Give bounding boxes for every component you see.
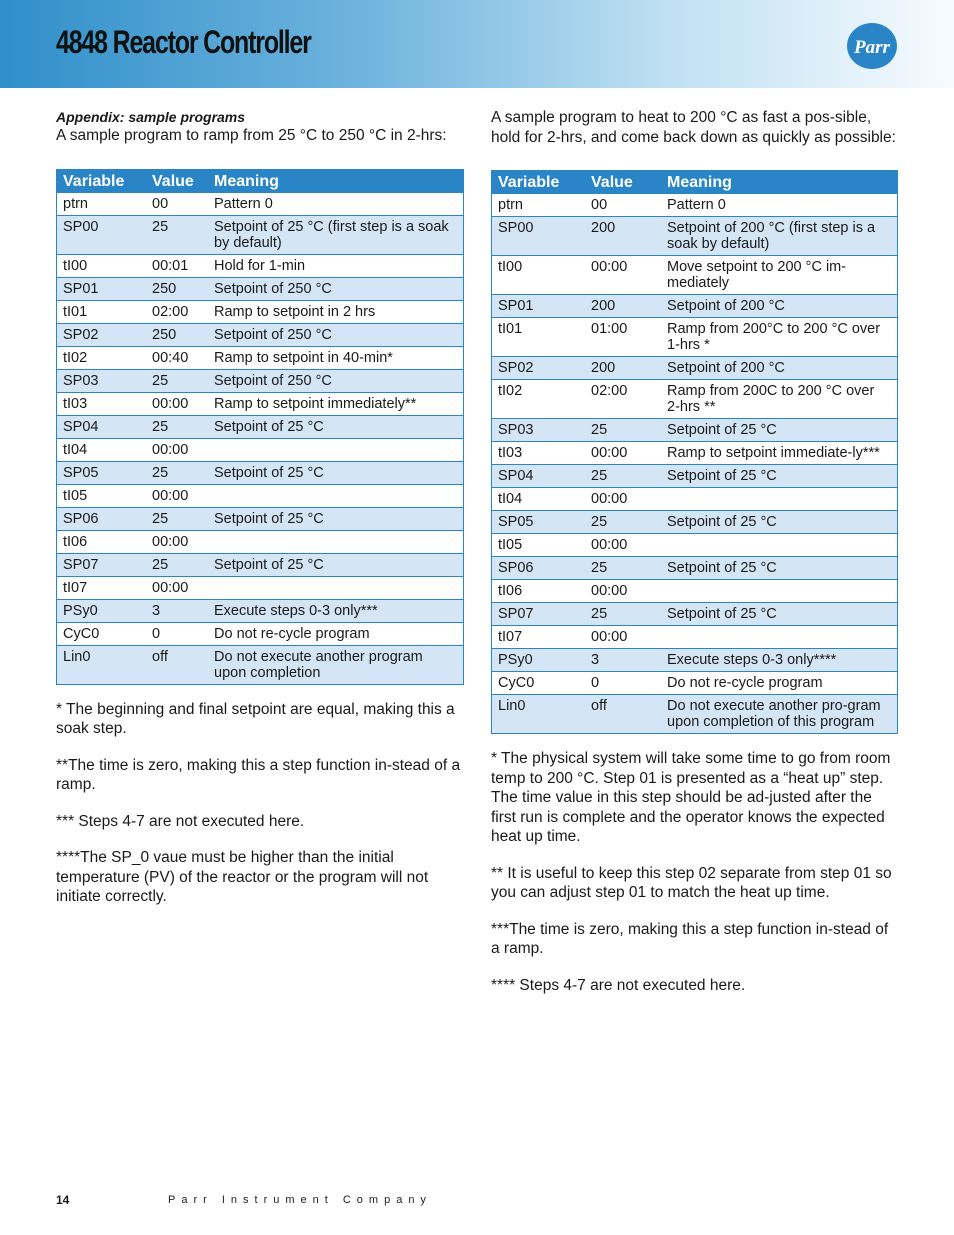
page-title: 4848 Reactor Controller bbox=[56, 24, 311, 60]
footnote: * The beginning and final setpoint are equal, making this a soak step. bbox=[56, 700, 455, 737]
variable-cell: tI01 bbox=[57, 300, 147, 323]
variable-cell: Lin0 bbox=[492, 695, 586, 734]
meaning-cell: Move setpoint to 200 °C im-mediately bbox=[661, 256, 898, 295]
table-row bbox=[492, 357, 898, 380]
meaning-cell: Pattern 0 bbox=[661, 194, 898, 217]
table-row bbox=[492, 419, 898, 442]
table-row bbox=[492, 603, 898, 626]
variable-cell: SP07 bbox=[57, 553, 147, 576]
meaning-cell bbox=[208, 484, 464, 507]
table-row bbox=[57, 530, 464, 553]
variable-cell: PSy0 bbox=[57, 599, 147, 622]
meaning-cell bbox=[208, 438, 464, 461]
value-cell: 0 bbox=[585, 672, 661, 695]
variable-cell: tI04 bbox=[492, 488, 586, 511]
variable-cell: CyC0 bbox=[57, 622, 147, 645]
variable-cell: CyC0 bbox=[492, 672, 586, 695]
table-row bbox=[492, 295, 898, 318]
table-header-row bbox=[492, 171, 898, 195]
value-cell: 25 bbox=[585, 511, 661, 534]
right-intro: A sample program to heat to 200 °C as fast a pos-sible, hold for 2-hrs, and come back down as quickly as possible: bbox=[491, 109, 896, 146]
variable-cell: tI06 bbox=[57, 530, 147, 553]
variable-cell: SP05 bbox=[492, 511, 586, 534]
value-cell: 25 bbox=[146, 553, 208, 576]
table-row bbox=[57, 461, 464, 484]
meaning-cell: Do not execute another program upon completion bbox=[208, 645, 464, 684]
left-program-table bbox=[56, 169, 464, 685]
table-row bbox=[57, 300, 464, 323]
value-cell: 02:00 bbox=[146, 300, 208, 323]
meaning-cell: Pattern 0 bbox=[208, 193, 464, 216]
table-row bbox=[492, 580, 898, 603]
value-cell: 200 bbox=[585, 295, 661, 318]
table-row bbox=[492, 194, 898, 217]
value-cell: 25 bbox=[585, 419, 661, 442]
value-cell: 00:00 bbox=[585, 626, 661, 649]
value-cell: 0 bbox=[146, 622, 208, 645]
variable-cell: SP06 bbox=[492, 557, 586, 580]
variable-cell: SP05 bbox=[57, 461, 147, 484]
meaning-cell: Ramp to setpoint immediate-ly*** bbox=[661, 442, 898, 465]
table-row bbox=[492, 557, 898, 580]
table-row bbox=[57, 215, 464, 254]
value-cell: 00:00 bbox=[585, 256, 661, 295]
value-cell: 00 bbox=[146, 193, 208, 216]
variable-cell: SP03 bbox=[57, 369, 147, 392]
table-row bbox=[492, 626, 898, 649]
footnote: ****The SP_0 vaue must be higher than the initial temperature (PV) of the reactor or the program will not initiate correctly. bbox=[56, 849, 429, 905]
table-row bbox=[57, 599, 464, 622]
svg-text:Parr: Parr bbox=[854, 37, 890, 58]
footnote: ***The time is zero, making this a step function in-stead of a ramp. bbox=[491, 920, 889, 957]
meaning-cell: Do not execute another pro-gram upon completion of this program bbox=[661, 695, 898, 734]
right-notes bbox=[491, 749, 898, 995]
table-row bbox=[492, 442, 898, 465]
value-cell: 00:00 bbox=[585, 442, 661, 465]
column-header: Value bbox=[146, 169, 208, 193]
variable-cell: tI05 bbox=[492, 534, 586, 557]
column-header: Meaning bbox=[208, 169, 464, 193]
value-cell: 25 bbox=[146, 507, 208, 530]
meaning-cell: Setpoint of 200 °C (first step is a soak by default) bbox=[661, 217, 898, 256]
table-row bbox=[57, 645, 464, 684]
table-row bbox=[492, 488, 898, 511]
right-table-body bbox=[492, 194, 898, 734]
footer-company: Parr Instrument Company bbox=[168, 1194, 432, 1206]
variable-cell: tI06 bbox=[492, 580, 586, 603]
value-cell: 3 bbox=[146, 599, 208, 622]
variable-cell: tI05 bbox=[57, 484, 147, 507]
meaning-cell: Setpoint of 25 °C bbox=[208, 461, 464, 484]
variable-cell: tI03 bbox=[57, 392, 147, 415]
variable-cell: tI00 bbox=[492, 256, 586, 295]
value-cell: 3 bbox=[585, 649, 661, 672]
table-row bbox=[57, 346, 464, 369]
meaning-cell: Ramp to setpoint in 2 hrs bbox=[208, 300, 464, 323]
footnote: * The physical system will take some time to go from room temp to 200 °C. Step 01 is presented as a “heat up” step. The time value in this step should be ad-justed after the first run is complete and the operator knows the expected heat up time. bbox=[491, 750, 891, 845]
table-row bbox=[57, 507, 464, 530]
variable-cell: ptrn bbox=[492, 194, 586, 217]
meaning-cell: Setpoint of 25 °C bbox=[661, 557, 898, 580]
variable-cell: tI02 bbox=[492, 380, 586, 419]
variable-cell: SP04 bbox=[492, 465, 586, 488]
table-header-row bbox=[57, 169, 464, 193]
value-cell: 00 bbox=[585, 194, 661, 217]
value-cell: 00:01 bbox=[146, 254, 208, 277]
variable-cell: SP04 bbox=[57, 415, 147, 438]
table-row bbox=[492, 318, 898, 357]
table-row bbox=[57, 323, 464, 346]
variable-cell: tI01 bbox=[492, 318, 586, 357]
meaning-cell: Setpoint of 250 °C bbox=[208, 369, 464, 392]
meaning-cell: Ramp from 200C to 200 °C over 2-hrs ** bbox=[661, 380, 898, 419]
value-cell: 00:00 bbox=[585, 580, 661, 603]
table-row bbox=[57, 484, 464, 507]
value-cell: 00:00 bbox=[146, 392, 208, 415]
variable-cell: SP03 bbox=[492, 419, 586, 442]
value-cell: 01:00 bbox=[585, 318, 661, 357]
value-cell: 25 bbox=[585, 465, 661, 488]
column-header: Value bbox=[585, 171, 661, 195]
table-row bbox=[492, 217, 898, 256]
meaning-cell: Hold for 1-min bbox=[208, 254, 464, 277]
table-row bbox=[492, 649, 898, 672]
meaning-cell: Setpoint of 250 °C bbox=[208, 277, 464, 300]
value-cell: 00:00 bbox=[146, 576, 208, 599]
table-row bbox=[57, 415, 464, 438]
table-row bbox=[57, 193, 464, 216]
footnote: *** Steps 4-7 are not executed here. bbox=[56, 812, 305, 830]
table-row bbox=[492, 695, 898, 734]
meaning-cell: Setpoint of 25 °C bbox=[661, 419, 898, 442]
variable-cell: ptrn bbox=[57, 193, 147, 216]
value-cell: 25 bbox=[146, 415, 208, 438]
table-row bbox=[57, 369, 464, 392]
variable-cell: tI02 bbox=[57, 346, 147, 369]
meaning-cell: Setpoint of 25 °C bbox=[661, 465, 898, 488]
left-column bbox=[56, 108, 464, 924]
footnote: ** It is useful to keep this step 02 separate from step 01 so you can adjust step 01 to match the heat up time. bbox=[491, 864, 892, 901]
value-cell: off bbox=[146, 645, 208, 684]
table-row bbox=[492, 256, 898, 295]
footnote: **The time is zero, making this a step function in-stead of a ramp. bbox=[56, 756, 461, 793]
meaning-cell: Do not re-cycle program bbox=[208, 622, 464, 645]
meaning-cell: Setpoint of 25 °C (first step is a soak by default) bbox=[208, 215, 464, 254]
appendix-heading: Appendix: sample programs bbox=[56, 109, 246, 125]
value-cell: 25 bbox=[585, 603, 661, 626]
parr-logo bbox=[846, 22, 898, 70]
meaning-cell bbox=[208, 530, 464, 553]
value-cell: 00:00 bbox=[146, 484, 208, 507]
value-cell: 25 bbox=[146, 369, 208, 392]
meaning-cell: Ramp to setpoint in 40-min* bbox=[208, 346, 464, 369]
value-cell: 250 bbox=[146, 277, 208, 300]
variable-cell: tI07 bbox=[492, 626, 586, 649]
meaning-cell: Setpoint of 25 °C bbox=[208, 553, 464, 576]
meaning-cell: Ramp from 200°C to 200 °C over 1-hrs * bbox=[661, 318, 898, 357]
meaning-cell: Setpoint of 25 °C bbox=[208, 415, 464, 438]
left-intro: A sample program to ramp from 25 °C to 250 °C in 2-hrs: bbox=[56, 127, 447, 144]
meaning-cell bbox=[661, 534, 898, 557]
value-cell: 25 bbox=[585, 557, 661, 580]
table-row bbox=[57, 622, 464, 645]
variable-cell: SP01 bbox=[57, 277, 147, 300]
table-row bbox=[492, 672, 898, 695]
table-row bbox=[57, 576, 464, 599]
meaning-cell: Execute steps 0-3 only*** bbox=[208, 599, 464, 622]
value-cell: 00:40 bbox=[146, 346, 208, 369]
meaning-cell bbox=[661, 580, 898, 603]
value-cell: 00:00 bbox=[146, 438, 208, 461]
value-cell: 200 bbox=[585, 357, 661, 380]
left-table-body bbox=[57, 193, 464, 685]
meaning-cell: Execute steps 0-3 only**** bbox=[661, 649, 898, 672]
column-header: Meaning bbox=[661, 171, 898, 195]
value-cell: 250 bbox=[146, 323, 208, 346]
variable-cell: SP00 bbox=[492, 217, 586, 256]
meaning-cell: Ramp to setpoint immediately** bbox=[208, 392, 464, 415]
table-row bbox=[57, 254, 464, 277]
value-cell: 200 bbox=[585, 217, 661, 256]
meaning-cell: Setpoint of 25 °C bbox=[661, 511, 898, 534]
table-row bbox=[492, 511, 898, 534]
table-row bbox=[492, 534, 898, 557]
value-cell: 00:00 bbox=[146, 530, 208, 553]
left-notes bbox=[56, 700, 464, 907]
variable-cell: tI03 bbox=[492, 442, 586, 465]
meaning-cell: Setpoint of 200 °C bbox=[661, 295, 898, 318]
variable-cell: SP00 bbox=[57, 215, 147, 254]
value-cell: 25 bbox=[146, 215, 208, 254]
table-row bbox=[492, 465, 898, 488]
meaning-cell: Setpoint of 25 °C bbox=[208, 507, 464, 530]
table-row bbox=[57, 392, 464, 415]
page-number: 14 bbox=[56, 1193, 70, 1207]
value-cell: 00:00 bbox=[585, 488, 661, 511]
variable-cell: SP02 bbox=[57, 323, 147, 346]
variable-cell: tI00 bbox=[57, 254, 147, 277]
variable-cell: PSy0 bbox=[492, 649, 586, 672]
meaning-cell: Setpoint of 250 °C bbox=[208, 323, 464, 346]
right-program-table bbox=[491, 170, 898, 734]
variable-cell: SP01 bbox=[492, 295, 586, 318]
variable-cell: SP02 bbox=[492, 357, 586, 380]
variable-cell: tI07 bbox=[57, 576, 147, 599]
meaning-cell: Setpoint of 200 °C bbox=[661, 357, 898, 380]
value-cell: 25 bbox=[146, 461, 208, 484]
column-header: Variable bbox=[492, 171, 586, 195]
column-header: Variable bbox=[57, 169, 147, 193]
variable-cell: Lin0 bbox=[57, 645, 147, 684]
meaning-cell: Setpoint of 25 °C bbox=[661, 603, 898, 626]
value-cell: off bbox=[585, 695, 661, 734]
table-row bbox=[492, 380, 898, 419]
meaning-cell: Do not re-cycle program bbox=[661, 672, 898, 695]
table-row bbox=[57, 277, 464, 300]
table-row bbox=[57, 438, 464, 461]
table-row bbox=[57, 553, 464, 576]
variable-cell: tI04 bbox=[57, 438, 147, 461]
variable-cell: SP06 bbox=[57, 507, 147, 530]
meaning-cell bbox=[661, 488, 898, 511]
meaning-cell bbox=[661, 626, 898, 649]
value-cell: 02:00 bbox=[585, 380, 661, 419]
right-column bbox=[491, 108, 898, 1012]
variable-cell: SP07 bbox=[492, 603, 586, 626]
meaning-cell bbox=[208, 576, 464, 599]
footnote: **** Steps 4-7 are not executed here. bbox=[491, 976, 746, 994]
value-cell: 00:00 bbox=[585, 534, 661, 557]
